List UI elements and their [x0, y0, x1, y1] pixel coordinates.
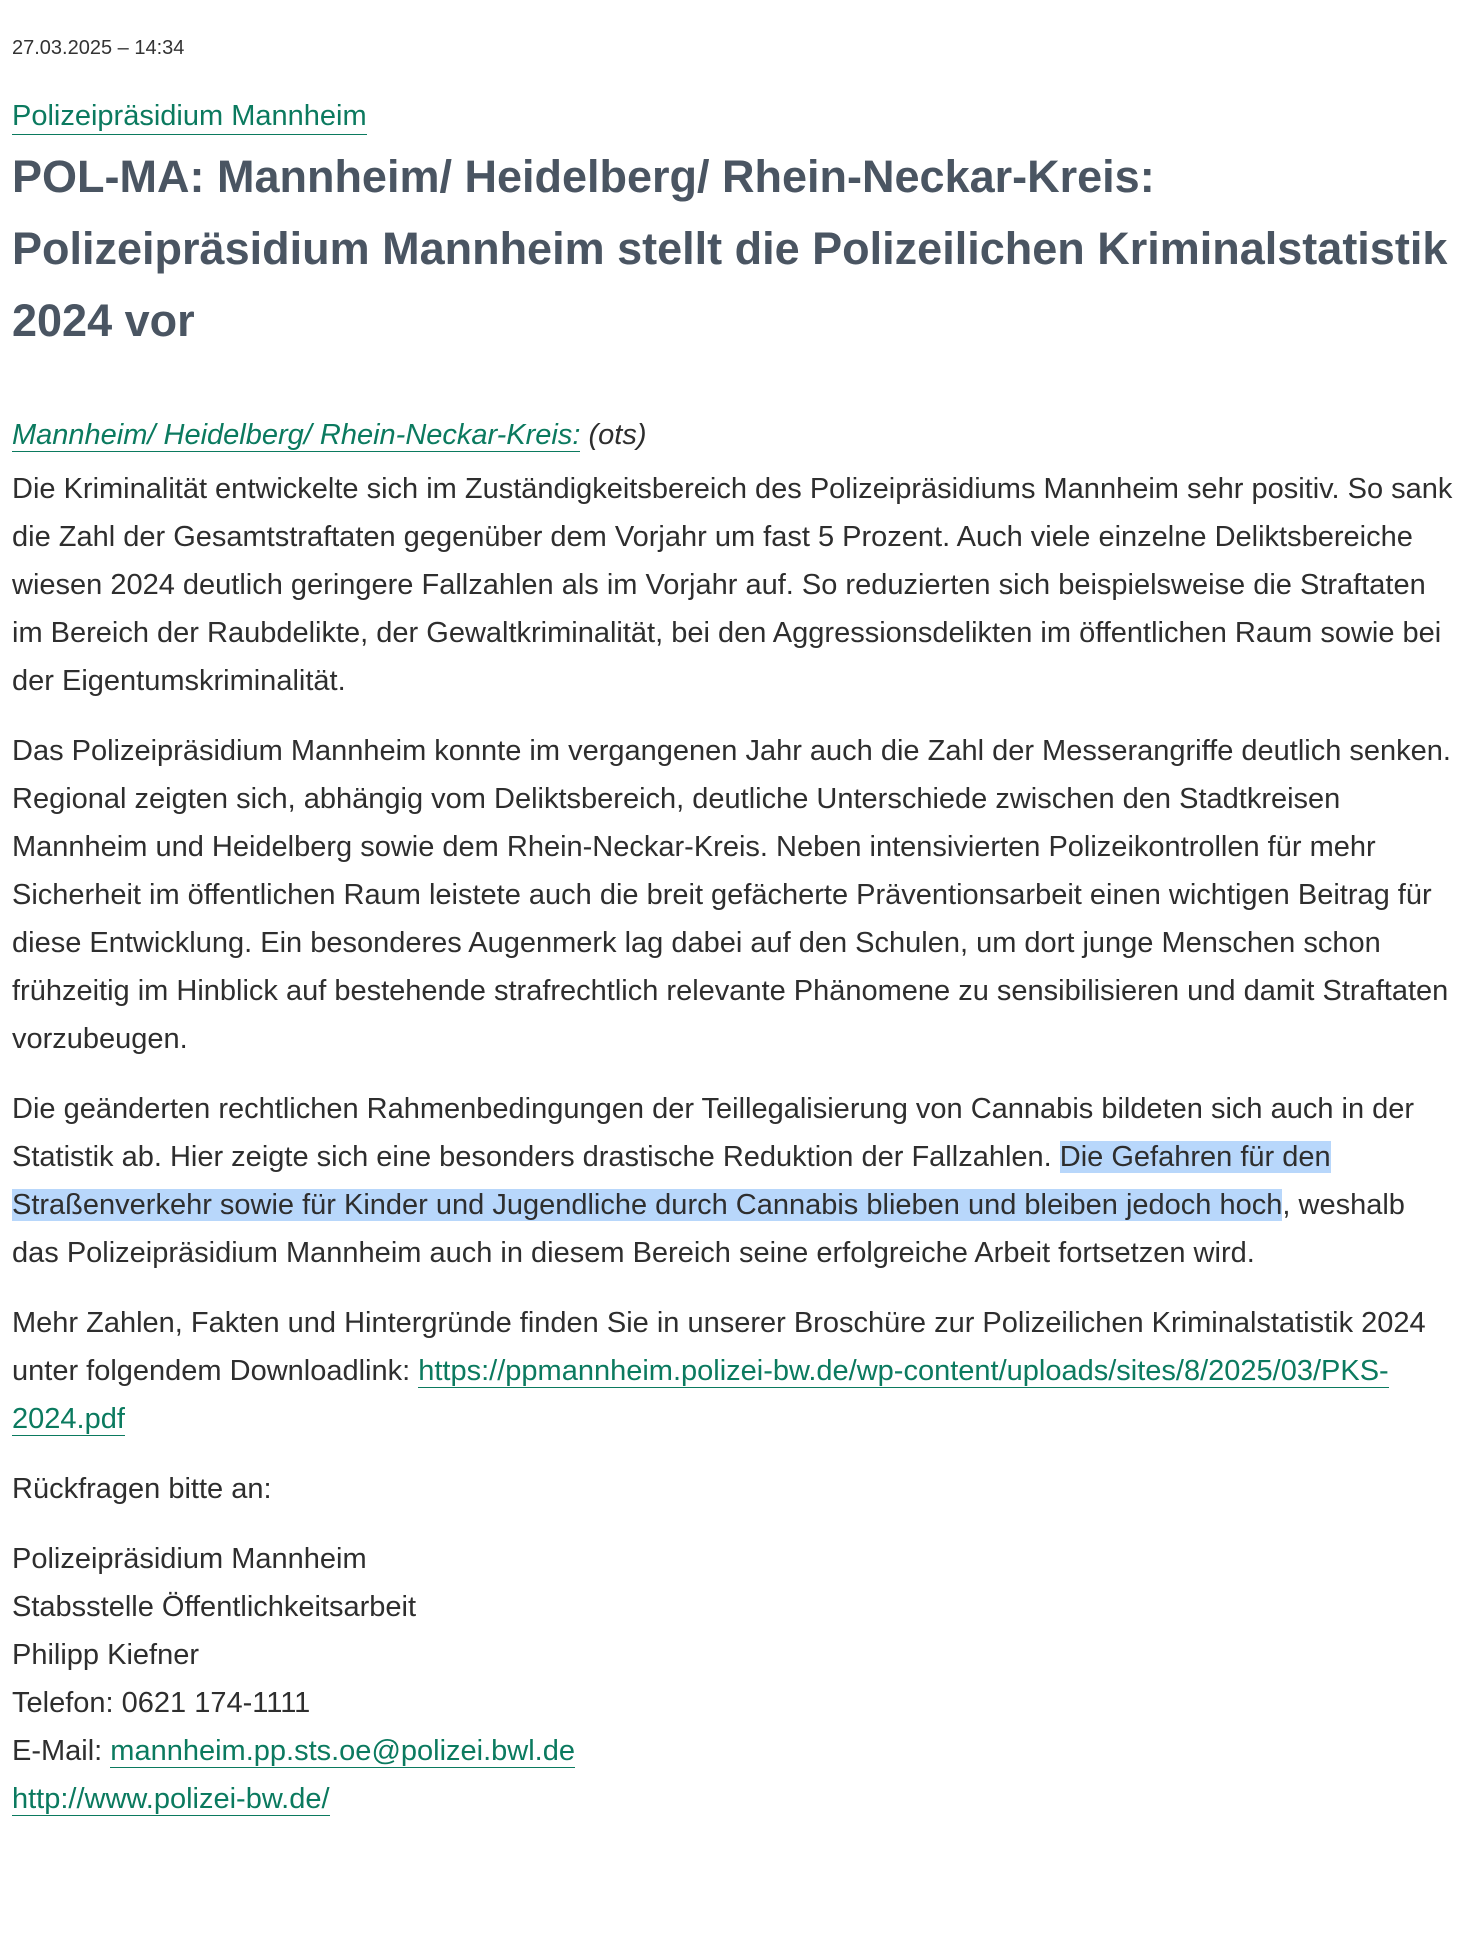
paragraph-2: Das Polizeipräsidium Mannheim konnte im vergangenen Jahr auch die Zahl der Messerangriffe deutlich senken. Regional zeigten sich, abhängig vom Deliktsbereich, deutliche Unterschiede zwischen den Stadtkreisen Mannheim und Heidelberg sowie dem Rhein-Neckar-Kreis. Neben intensivierten Polizeikontrollen für mehr Sicherheit im öffentlichen Raum leistete auch die breit gefächerte Präventionsarbeit einen wichtigen Beitrag für diese Entwicklung. Ein besonderes Augenmerk lag dabei auf den Schulen, um dort junge Menschen schon frühzeitig im Hinblick auf bestehende strafrechtlich relevante Phänomene zu sensibilisieren und damit Straftaten vorzubeugen. [12, 735, 1451, 1055]
inquiries-label: Rückfragen bitte an: [12, 1473, 272, 1505]
contact-website-link[interactable]: http://www.polizei-bw.de/ [12, 1783, 330, 1815]
contact-website-row [12, 1775, 1456, 1823]
paragraph-4-text: Mehr Zahlen, Fakten und Hintergründe finden Sie in unserer Broschüre zur Polizeilichen Kriminalstatistik 2024 unter folgendem Downloadlink: [12, 1307, 1426, 1387]
headline: POL-MA: Mannheim/ Heidelberg/ Rhein-Neckar-Kreis: Polizeipräsidium Mannheim stellt die Polizeilichen Kriminalstatistik 2024 vor [12, 151, 1448, 346]
paragraph-1: Die Kriminalität entwickelte sich im Zuständigkeitsbereich des Polizeipräsidiums Mannheim sehr positiv. So sank die Zahl der Gesamtstraftaten gegenüber dem Vorjahr um fast 5 Prozent. Auch viele einzelne Deliktsbereiche wiesen 2024 deutlich geringere Fallzahlen als im Vorjahr auf. So reduzierten sich beispielsweise die Straftaten im Bereich der Raubdelikte, der Gewaltkriminalität, bei den Aggressionsdelikten im öffentlichen Raum sowie bei der Eigentumskriminalität. [12, 473, 1453, 697]
publish-timestamp: 27.03.2025 – 14:34 [12, 37, 185, 59]
dateline-source: (ots) [588, 419, 647, 451]
contact-email-link[interactable]: mannheim.pp.sts.oe@polizei.bwl.de [110, 1735, 575, 1767]
contact-block [12, 1535, 1456, 1823]
publisher-link[interactable]: Polizeipräsidium Mannheim [12, 98, 367, 135]
contact-email-row [12, 1727, 1456, 1775]
dateline-place-link[interactable]: Mannheim/ Heidelberg/ Rhein-Neckar-Kreis: [12, 419, 581, 451]
contact-phone: Telefon: 0621 174-1111 [12, 1687, 311, 1719]
dateline [12, 415, 1456, 455]
download-link[interactable]: https://ppmannheim.polizei-bw.de/wp-content/uploads/sites/8/2025/03/PKS-2024.pdf [12, 1355, 1389, 1435]
paragraph-3-intro: Die geänderten rechtlichen Rahmenbedingungen der Teillegalisierung von Cannabis bildeten sich auch in der Statistik ab. Hier zeigte sich eine besonders drastische Reduktion der Fallzahlen. [12, 1093, 1415, 1173]
paragraph-3-outro: , weshalb das Polizeipräsidium Mannheim auch in diesem Bereich seine erfolgreiche Arbeit fortsetzen wird. [12, 1189, 1405, 1269]
selected-text-highlight: Die Gefahren für den Straßenverkehr sowie für Kinder und Jugendliche durch Cannabis blieben und bleiben jedoch hoch [12, 1141, 1331, 1221]
contact-email-label: E-Mail: [12, 1735, 111, 1767]
contact-org: Polizeipräsidium Mannheim [12, 1543, 367, 1575]
paragraph-3 [12, 1085, 1456, 1277]
contact-name: Philipp Kiefner [12, 1639, 199, 1671]
paragraph-4 [12, 1299, 1456, 1443]
contact-department: Stabsstelle Öffentlichkeitsarbeit [12, 1591, 417, 1623]
